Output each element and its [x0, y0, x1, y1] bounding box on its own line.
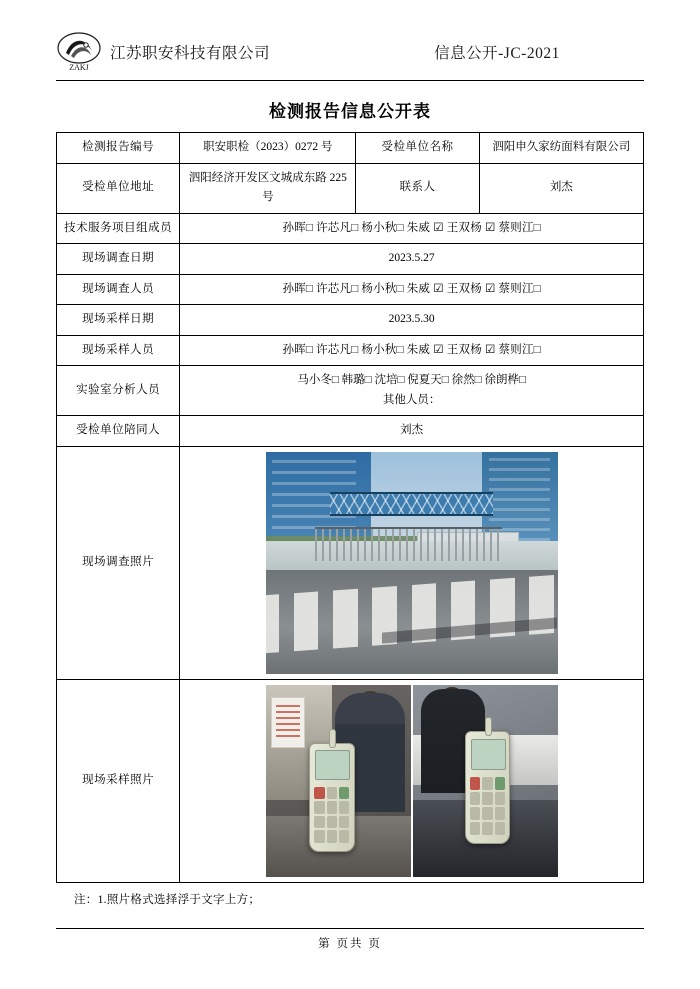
header-divider — [56, 80, 644, 81]
sampling-photo-image — [266, 685, 558, 877]
page-number: 第 页共 页 — [318, 938, 382, 950]
page-title: 检测报告信息公开表 — [269, 102, 431, 121]
report-no-label: 检测报告编号 — [57, 133, 180, 164]
page-footer — [56, 928, 644, 951]
client-address-value: 泗阳经济开发区文城成东路 225 号 — [180, 163, 356, 213]
report-no-value: 职安职检（2023）0272 号 — [180, 133, 356, 164]
survey-photo-image — [266, 452, 558, 674]
sampling-photo-cell — [180, 680, 644, 883]
table-row — [57, 416, 644, 447]
table-row — [57, 244, 644, 275]
company-name: 江苏职安科技有限公司 — [110, 45, 271, 62]
accompany-value: 刘杰 — [180, 416, 644, 447]
page-header — [56, 26, 644, 78]
sampling-photo-right — [413, 685, 558, 877]
survey-staff-label: 现场调查人员 — [57, 274, 180, 305]
footer-divider — [56, 928, 644, 929]
client-name-value: 泗阳申久家纺面料有限公司 — [479, 133, 643, 164]
survey-date-value: 2023.5.27 — [180, 244, 644, 275]
table-row — [57, 366, 644, 416]
sampling-staff-label: 现场采样人员 — [57, 335, 180, 366]
sampling-photo-label: 现场采样照片 — [57, 680, 180, 883]
lab-staff-label: 实验室分析人员 — [57, 366, 180, 416]
sound-level-meter-icon — [309, 743, 355, 853]
contact-label: 联系人 — [356, 163, 479, 213]
sampling-staff-value: 孙晖□ 许芯凡□ 杨小秋□ 朱威 ☑ 王双杨 ☑ 蔡则江□ — [180, 335, 644, 366]
accompany-label: 受检单位陪同人 — [57, 416, 180, 447]
sampling-date-label: 现场采样日期 — [57, 305, 180, 336]
contact-value: 刘杰 — [479, 163, 643, 213]
team-members-label: 技术服务项目组成员 — [57, 213, 180, 244]
table-row — [57, 447, 644, 680]
table-row — [57, 305, 644, 336]
client-name-label: 受检单位名称 — [356, 133, 479, 164]
table-row — [57, 213, 644, 244]
sampling-date-value: 2023.5.30 — [180, 305, 644, 336]
company-logo-icon — [56, 31, 102, 73]
survey-photo-label: 现场调查照片 — [57, 447, 180, 680]
report-info-table — [56, 132, 644, 883]
lab-staff-line-2: 其他人员： — [382, 393, 441, 406]
table-row — [57, 274, 644, 305]
survey-photo-cell — [180, 447, 644, 680]
document-code: 信息公开-JC-2021 — [434, 45, 560, 62]
table-row — [57, 133, 644, 164]
table-note: 注：1.照片格式选择浮于文字上方； — [74, 894, 261, 907]
table-row — [57, 163, 644, 213]
table-row — [57, 680, 644, 883]
table-row — [57, 335, 644, 366]
sound-level-meter-icon — [465, 731, 511, 844]
header-company-block — [56, 31, 350, 73]
lab-staff-line-1: 马小冬□ 韩璐□ 沈培□ 倪夏天□ 徐然□ 徐朗桦□ — [297, 374, 526, 387]
lab-staff-value — [180, 366, 644, 416]
client-address-label: 受检单位地址 — [57, 163, 180, 213]
team-members-value: 孙晖□ 许芯凡□ 杨小秋□ 朱威 ☑ 王双杨 ☑ 蔡则江□ — [180, 213, 644, 244]
svg-text:ZAKJ: ZAKJ — [69, 63, 89, 72]
survey-date-label: 现场调查日期 — [57, 244, 180, 275]
survey-staff-value: 孙晖□ 许芯凡□ 杨小秋□ 朱威 ☑ 王双杨 ☑ 蔡则江□ — [180, 274, 644, 305]
sampling-photo-left — [266, 685, 411, 877]
